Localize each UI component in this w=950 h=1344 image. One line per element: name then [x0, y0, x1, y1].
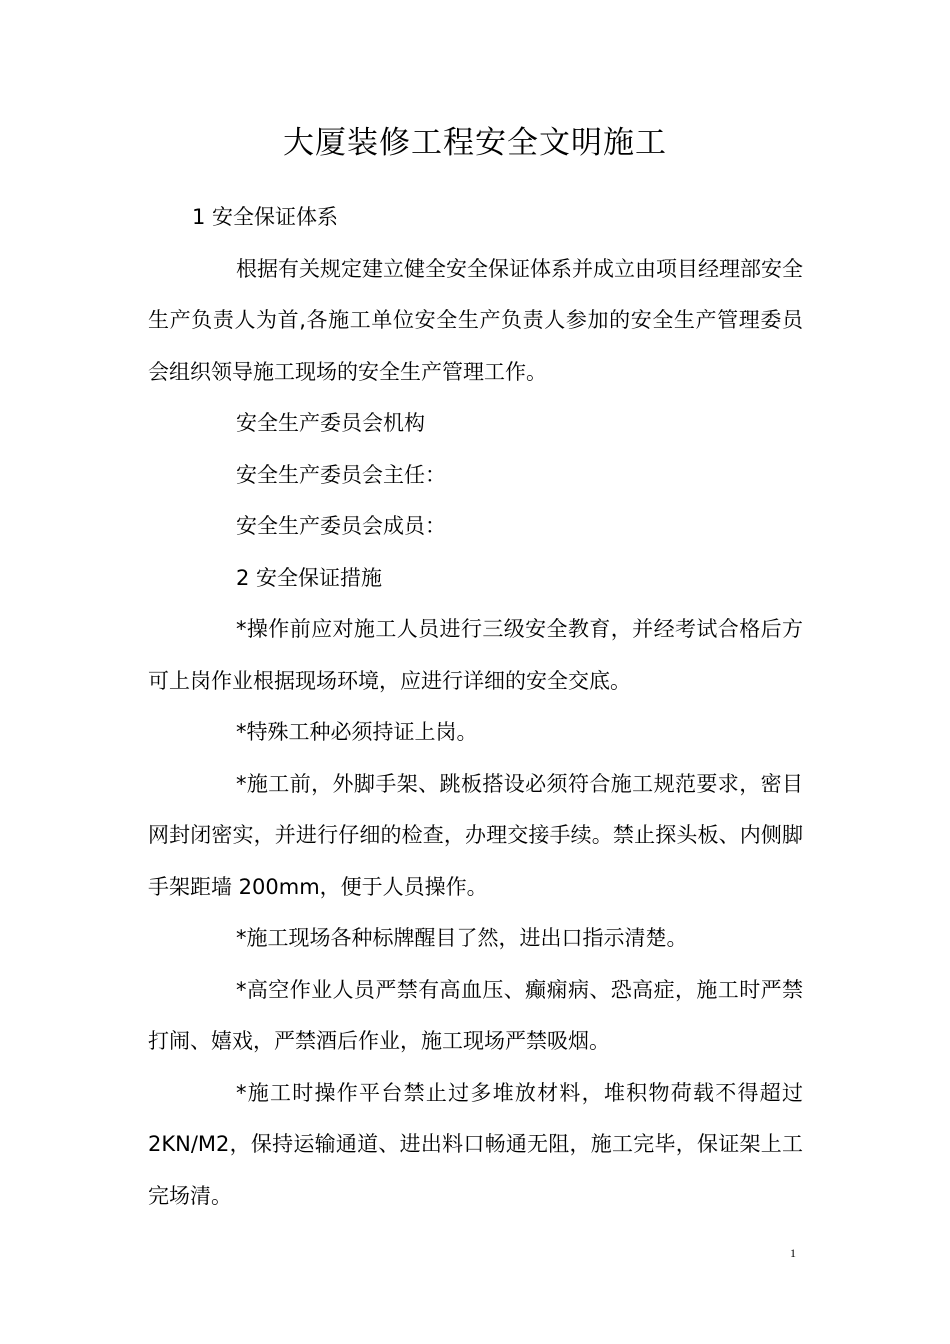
paragraph-measure-high-altitude: *高空作业人员严禁有高血压、癫痫病、恐高症，施工时严禁打闹、嬉戏，严禁酒后作业，施工现场严禁吸烟。	[148, 977, 803, 1053]
paragraph-safety-system-intro: 根据有关规定建立健全安全保证体系并成立由项目经理部安全生产负责人为首,各施工单位安全生产负责人参加的安全生产管理委员会组织领导施工现场的安全生产管理工作。	[148, 256, 803, 384]
page-number: 1	[790, 1246, 796, 1260]
paragraph-measure-platform-load: *施工时操作平台禁止过多堆放材料，堆积物荷载不得超过 2KN/M2，保持运输通道、进出料口畅通无阻，施工完毕，保证架上工完场清。	[148, 1080, 803, 1208]
section-heading-safety-system: 1 安全保证体系	[192, 205, 339, 229]
paragraph-committee-members: 安全生产委员会成员：	[236, 514, 446, 538]
section-heading-safety-measures: 2 安全保证措施	[236, 565, 383, 590]
document-body	[148, 192, 803, 1222]
paragraph-committee-director: 安全生产委员会主任：	[236, 462, 446, 487]
paragraph-measure-signage: *施工现场各种标牌醒目了然，进出口指示清楚。	[236, 926, 688, 950]
paragraph-committee-structure: 安全生产委员会机构	[236, 411, 425, 435]
paragraph-measure-certification: *特殊工种必须持证上岗。	[236, 720, 478, 744]
document-title: 大厦装修工程安全文明施工	[283, 125, 667, 161]
paragraph-measure-education: *操作前应对施工人员进行三级安全教育，并经考试合格后方可上岗作业根据现场环境，应进行详细的安全交底。	[148, 617, 803, 693]
paragraph-measure-scaffolding: *施工前，外脚手架、跳板搭设必须符合施工规范要求，密目网封闭密实，并进行仔细的检查，办理交接手续。禁止探头板、内侧脚手架距墙 200mm，便于人员操作。	[148, 771, 803, 899]
